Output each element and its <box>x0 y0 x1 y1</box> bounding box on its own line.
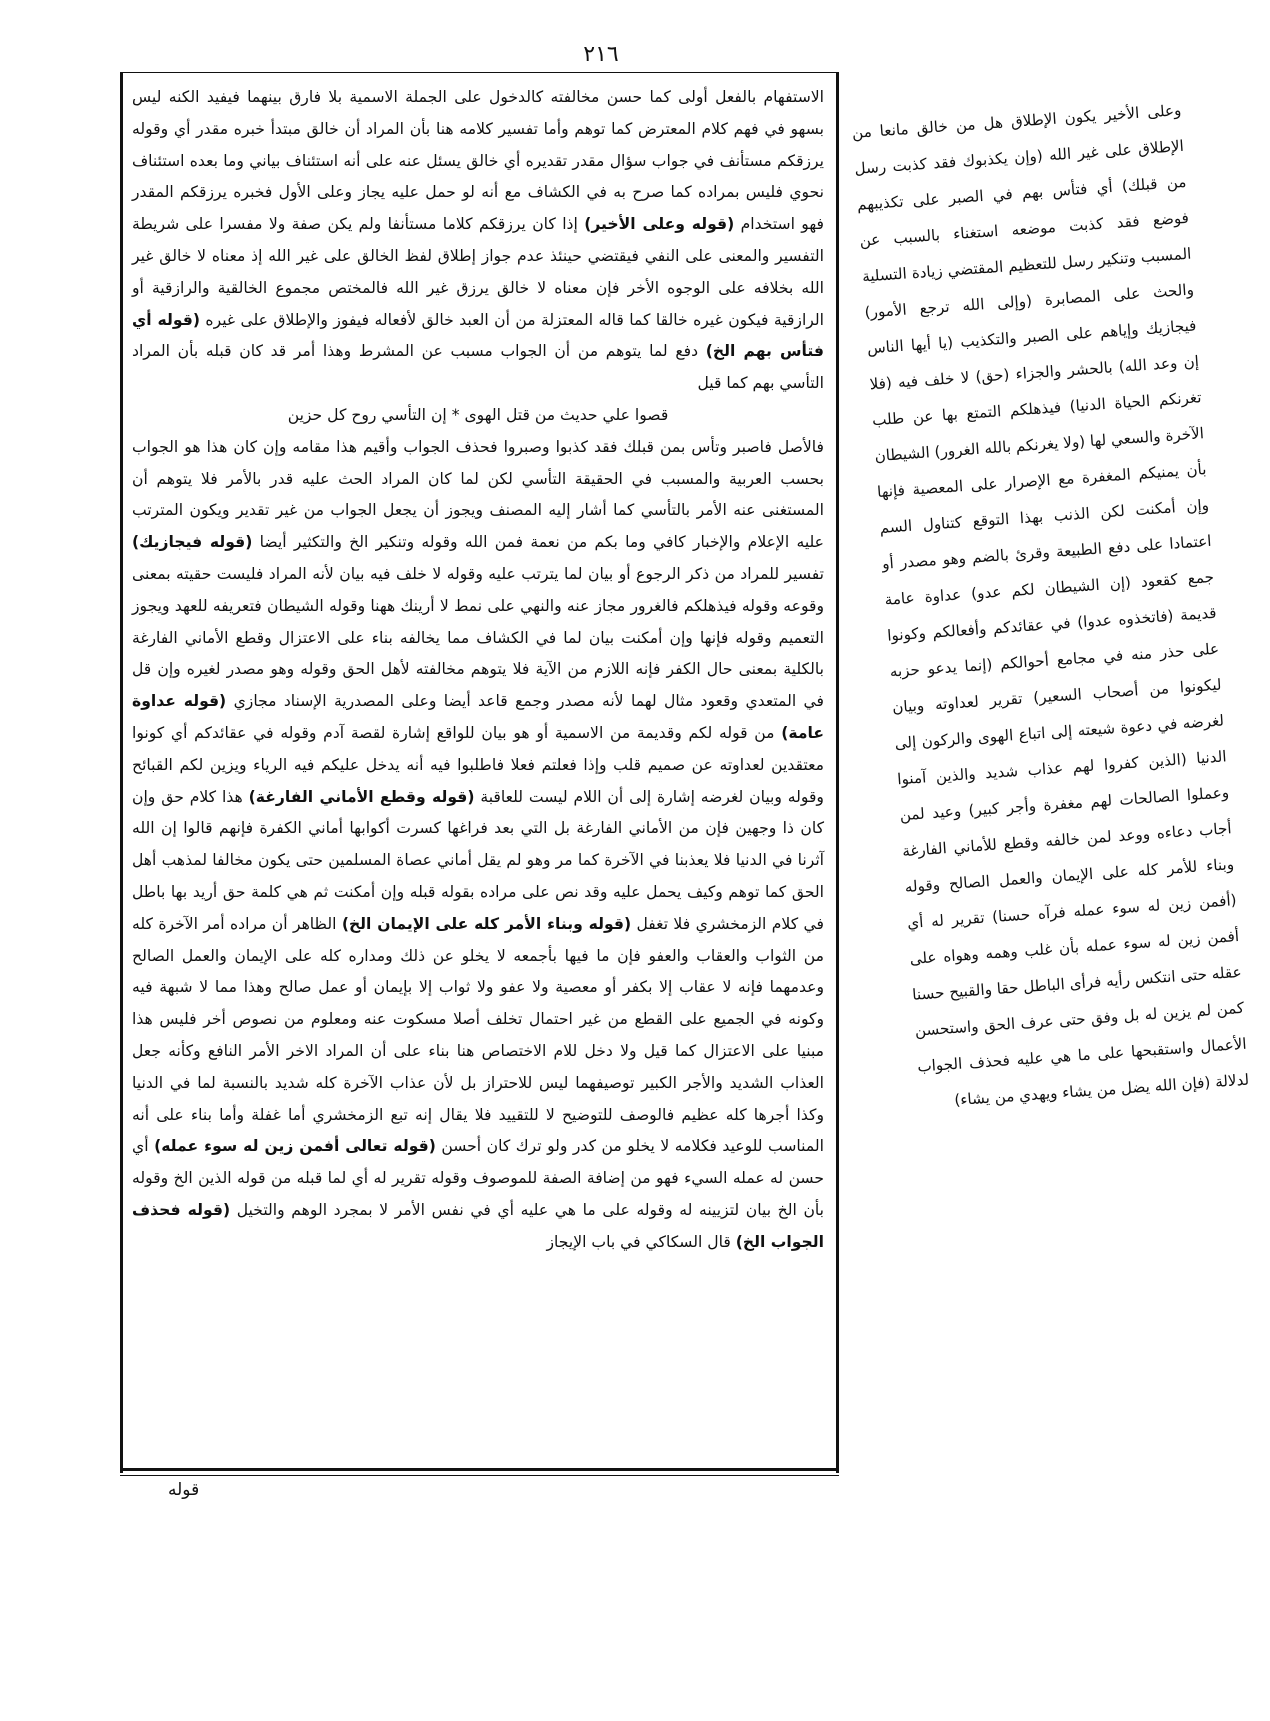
keyword-heading: (قوله أي فتأس بهم الخ) <box>132 310 824 361</box>
paragraph: الاستفهام بالفعل أولى كما حسن مخالفته كالدخول على الجملة الاسمية بلا فارق بينهما فيفيد الكنه ليس بسهو في فهم كلام المعترض كما توهم وأما تفسير كلامه هنا بأن المراد أن خالق مبتدأ خبره مقدر أي وقوله يرزقكم مستأنف في جواب سؤال مقدر تقديره أي خالق يسئل عنه على أنه استئناف بياني وما بعده استئناف نحوي فليس بمراده كما صرح به في الكشاف مع أنه لو حمل عليه يجاز وعلى الأول فخبره يرزقكم المقدر فهو استخدام <box>132 88 824 234</box>
paragraph: الظاهر أن مراده أمر الآخرة كله من الثواب والعقاب والعفو فإن ما فيها بأجمعه لا يخلو عن ذلك ومداره كله على الإيمان والعمل الصالح وعدمهما فإنه لا عقاب إلا بكفر أو معصية ولا عفو ولا ثواب إلا بإيمان أو عمل صالح وهذا مما لا شبهة فيه وكونه في الجميع على القطع من غير احتمال تخلف أصلا مسكوت عنه ومعلوم من نصوص أخر فليس هذا مبنيا على الاعتزال كما قيل ولا دخل للام الاختصاص هنا بناء على أن المراد الاخر الأمر النافع وكأنه جعل العذاب الشديد والأجر الكبير توصيفهما ليس للاحتراز بل لأن عذاب الآخرة كله شديد بالنسبة لما في الدنيا وكذا أجرها كله عظيم فالوصف للتوضيح لا للتقييد فلا يقال إنه تبع الزمخشري أما غفلة وأما بناء على أنه المناسب للوعيد فكلامه لا يخلو من كدر ولو ترك كان أحسن <box>132 914 824 1156</box>
keyword-heading: (قوله تعالى أفمن زين له سوء عمله) <box>154 1137 436 1156</box>
paragraph: أي حسن له عمله السيء فهو من إضافة الصفة للموصوف وقوله تقرير له أي لما قبله من قوله الذين الخ وقوله بأن الخ بيان لتزيينه له وقوله على ما هي عليه أي في نفس الأمر لا بمجرد الوهم والتخيل <box>132 1137 824 1219</box>
paragraph: تفسير للمراد من ذكر الرجوع أو بيان لما يترتب عليه وقوله لا خلف فيه بيان لأنه المراد فليست حقيته بمعنى وقوعه وقوله فيذهلكم فالغرور مجاز عنه والنهي على نمط لا أرينك ههنا وقوله الشيطان فتعريفه للعهد ويجوز التعميم وقوله فإنها وإن أمكنت بيان لما في الكشاف مما يخالفه بناء على الاعتزال وقطع الأماني الفارغة بالكلية بمعنى حال الكفر فإنه اللازم من الآية فلا يتوهم مخالفته لأهل الحق وقوله وهو مصدر لغيره وإن قل في المتعدي وقعود مثال لهما لأنه مصدر وجمع قاعد أيضا وعلى المصدرية الإسناد مجازي <box>132 564 824 711</box>
bottom-rule <box>120 1468 839 1471</box>
paragraph: فالأصل فاصبر وتأس بمن قبلك فقد كذبوا وصبروا فحذف الجواب وأقيم هذا مقامه وإن كان هذا هو الجواب بحسب العربية والمسبب في الحقيقة التأسي لكن لما كان المراد الحث عليه قدر بالأمر فلا يتوهم أن المستغنى عنه الأمر بالتأسي كما أشار إليه المصنف ويجوز أن يجعل الجواب من غير تقدير ويكون المترتب عليه الإعلام والإخبار كافي وما بكم من نعمة فمن الله وقوله وتنكير الخ والتكثير أيضا <box>132 437 824 552</box>
keyword-heading: (قوله وقطع الأماني الفارغة) <box>248 787 475 806</box>
keyword-heading: (قوله عداوة عامة) <box>132 692 824 742</box>
main-commentary-text <box>132 82 824 1460</box>
paragraph: دفع لما يتوهم من أن الجواب مسبب عن المشرط وهذا أمر قد كان قبله بأن المراد التأسي بهم كما قيل <box>132 342 824 393</box>
keyword-heading: (قوله وعلى الأخير) <box>584 215 735 234</box>
keyword-heading: (قوله فحذف الجواب الخ) <box>132 1200 824 1251</box>
margin-text: وعلى الأخير يكون الإطلاق هل من خالق مانعا من الإطلاق على غير الله (وإن يكذبوك فقد كذبت رسل من قبلك) أي فتأس بهم في الصبر على تكذيبهم فوضع فقد كذبت موضعه استغناء بالسبب عن المسبب وتنكير رسل للتعظيم المقتضي زيادة التسلية والحث على المصابرة (وإلى الله ترجع الأمور) فيجازيك وإياهم على الصبر والتكذيب (يا أيها الناس إن وعد الله) بالحشر والجزاء (حق) لا خلف فيه (فلا تغرنكم الحياة الدنيا) فيذهلكم التمتع بها عن طلب الآخرة والسعي لها (ولا يغرنكم بالله الغرور) الشيطان بأن يمنيكم المغفرة مع الإصرار على المعصية فإنها وإن أمكنت لكن الذنب بهذا التوقع كتناول السم اعتمادا على دفع الطبيعة وقرئ بالضم وهو مصدر أو جمع كقعود (إن الشيطان لكم عدو) عداوة عامة قديمة (فاتخذوه عدوا) في عقائدكم وأفعالكم وكونوا على حذر منه في مجامع أحوالكم (إنما يدعو حزبه ليكونوا من أصحاب السعير) تقرير لعداوته وبيان لغرضه في دعوة شيعته إلى اتباع الهوى والركون إلى الدنيا (الذين كفروا لهم عذاب شديد والذين آمنوا وعملوا الصالحات لهم مغفرة وأجر كبير) وعيد لمن أجاب دعاءه ووعد لمن خالفه وقطع للأماني الفارغة وبناء للأمر كله على الإيمان والعمل الصالح وقوله (أفمن زين له سوء عمله فرآه حسنا) تقرير له أي أفمن زين له سوء عمله بأن غلب وهمه وهواه على عقله حتى انتكس رأيه فرأى الباطل حقا والقبيح حسنا كمن لم يزين له بل وفق حتى عرف الحق واستحسن الأعمال واستقبحها على ما هي عليه فحذف الجواب لدلالة (فإن الله يضل من يشاء ويهدي من يشاء) <box>851 100 1250 1110</box>
page-number: ٢١٦ <box>583 42 619 67</box>
paragraph: قال السكاكي في باب الإيجاز <box>546 1232 731 1251</box>
paragraph: من قوله لكم وقديمة من الاسمية أو هو بيان للواقع إشارة لقصة آدم وقوله في عقائدكم أي كونوا معتقدين لعداوته عن صميم قلب وإذا فعلتم فعلا فاطلبوا فيه أنه يدخل عليكم فيه الرياء ويزين لكم القبائح وقوله وبيان لغرضه إشارة إلى أن اللام ليست للعاقبة <box>132 723 824 806</box>
keyword-heading: (قوله وبناء الأمر كله على الإيمان الخ) <box>341 914 632 933</box>
keyword-heading: (قوله فيجازيك) <box>132 533 253 552</box>
catchword: قوله <box>168 1480 200 1500</box>
paragraph: إذا كان يرزقكم كلاما مستأنفا ولم يكن صفة ولا مفسرا على شريطة التفسير والمعنى على النفي فيقتضي حينئذ عدم جواز إطلاق لفظ الخالق على غير الله إذ معناه لا خالق غير الله بخلافه على الوجوه الأخر فإن معناه لا خالق يرزق غير الله فالمختص مجموع الخالقية والرازقية أو الرازقية فيكون غيره خالقا كما قاله المعتزلة من أن العبد خالق لأفعاله فيفوز والإطلاق على غيره <box>132 215 824 329</box>
bottom-rule-thin <box>120 1475 839 1476</box>
poetry-verse: قصوا علي حديث من قتل الهوى * إن التأسي روح كل حزين <box>287 405 669 424</box>
paragraph: هذا كلام حق وإن كان ذا وجهين فإن من الأماني الفارغة بل التي بعد فراغها كسرت أكوابها أماني الكفرة فإنهم قالوا إن الله آثرنا في الدنيا فلا يعذبنا في الآخرة كما مر وهو لم يقل أماني عصاة المسلمين حتى يكون مخالفا لمذهب أهل الحق كما توهم وكيف يحمل عليه وقد نص على مراده بقوله قبله وإن أمكنت ثم هي كلمة حق أريد بها باطل في كلام الزمخشري فلا تغفل <box>132 787 824 933</box>
